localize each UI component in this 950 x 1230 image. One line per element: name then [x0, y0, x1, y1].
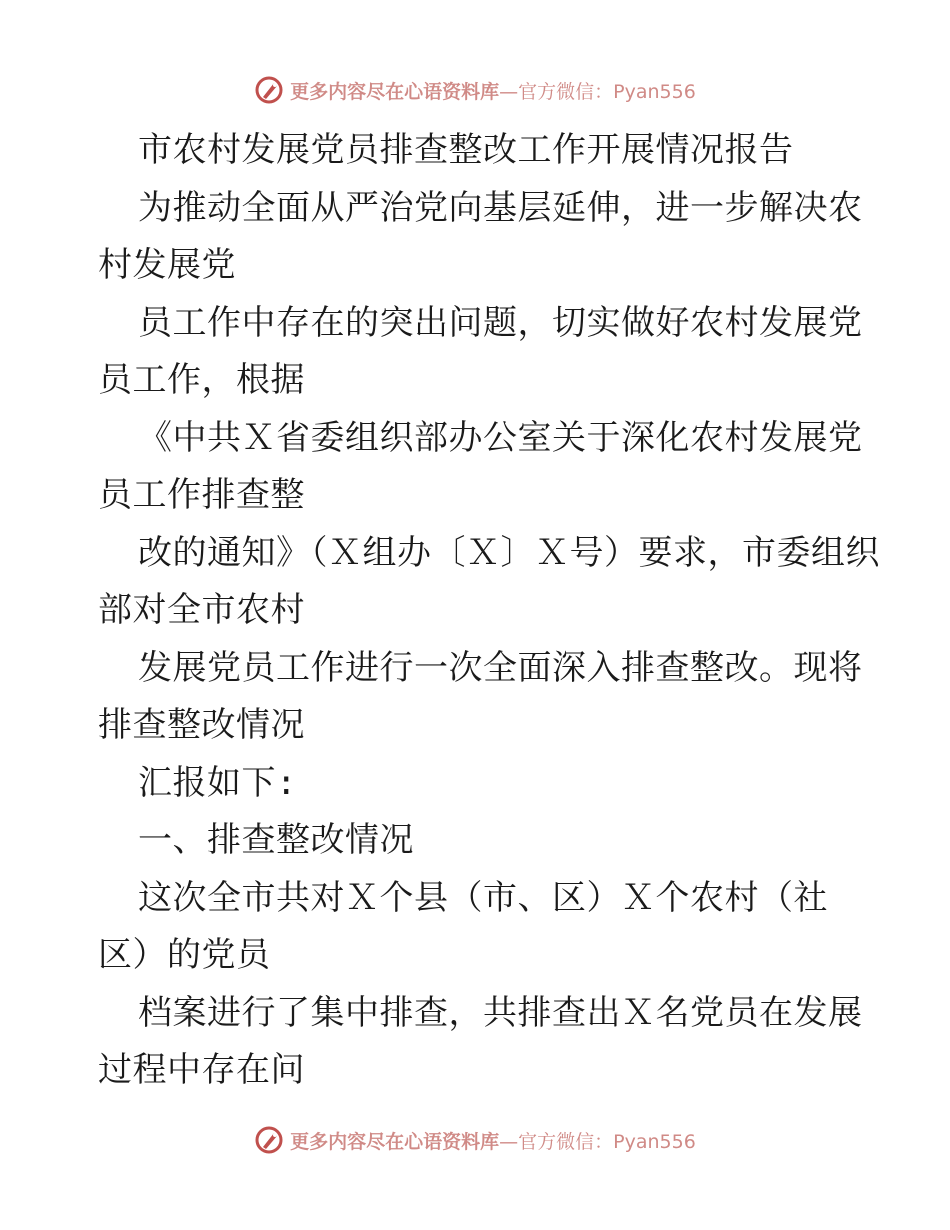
doc-line: 员工作排查整 — [98, 475, 305, 515]
doc-line: 员工作，根据 — [98, 360, 305, 400]
banner-sub-text: —官方微信：Pyan556 — [499, 1130, 696, 1153]
doc-title: 市农村发展党员排查整改工作开展情况报告 — [138, 130, 794, 170]
pen-nib-logo-icon — [254, 1125, 284, 1155]
doc-line: 这次全市共对Ｘ个县（市、区）Ｘ个农村（社 — [138, 877, 828, 918]
doc-line: 档案进行了集中排查，共排查出Ｘ名党员在发展 — [138, 992, 863, 1033]
doc-line: 员工作中存在的突出问题，切实做好农村发展党 — [138, 302, 863, 343]
doc-line: 汇报如下: — [138, 762, 297, 803]
pen-nib-logo-icon — [254, 75, 284, 105]
doc-line: 排查整改情况 — [98, 705, 305, 745]
section-heading: 一、排查整改情况 — [138, 820, 414, 860]
doc-line: 《中共Ｘ省委组织部办公室关于深化农村发展党 — [138, 417, 863, 458]
header-banner — [0, 70, 950, 110]
banner-main-text: 更多内容尽在心语资料库 — [290, 1130, 500, 1153]
doc-line: 为推动全面从严治党向基层延伸，进一步解决农 — [138, 187, 863, 228]
banner-main-text: 更多内容尽在心语资料库 — [290, 80, 500, 103]
doc-line: 区）的党员 — [98, 935, 271, 975]
doc-line: 村发展党 — [98, 245, 236, 285]
doc-line: 过程中存在问 — [98, 1050, 305, 1090]
footer-banner — [0, 1120, 950, 1160]
document-body — [98, 122, 880, 1100]
doc-line: 发展党员工作进行一次全面深入排查整改。现将 — [138, 647, 863, 688]
doc-line: 改的通知》（Ｘ组办〔Ｘ〕Ｘ号）要求，市委组织 — [138, 532, 880, 573]
doc-line: 部对全市农村 — [98, 590, 305, 630]
banner-sub-text: —官方微信：Pyan556 — [499, 80, 696, 103]
